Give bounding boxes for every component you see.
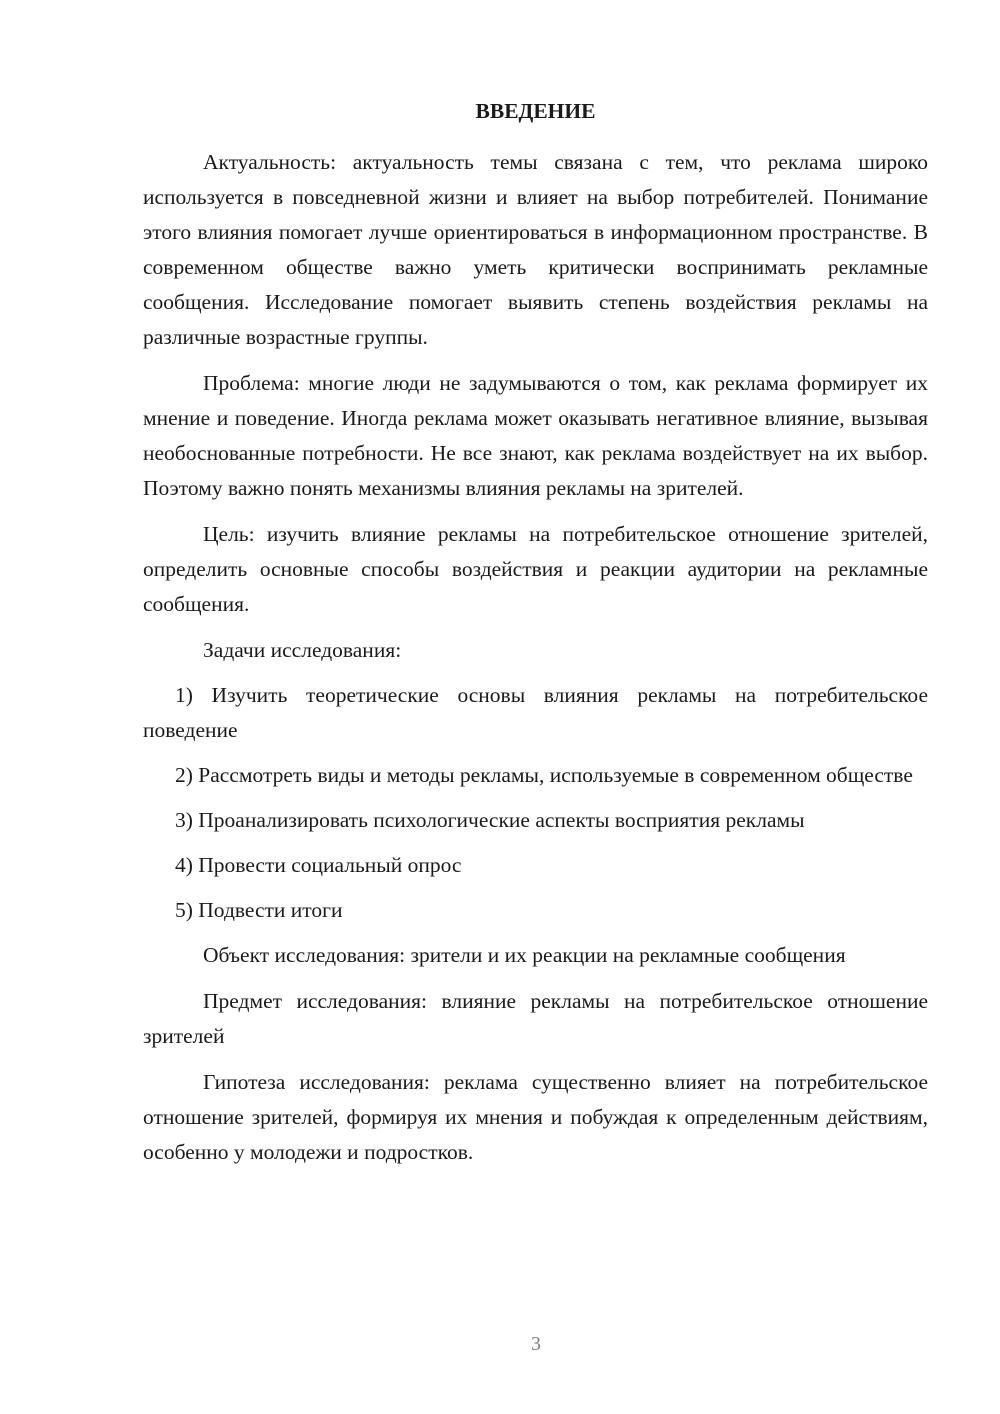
tasks-heading: Задачи исследования: xyxy=(203,638,402,662)
subject-paragraph: Предмет исследования: влияние рекламы на потребительское отношение зрителей xyxy=(143,989,928,1048)
object-paragraph: Объект исследования: зрители и их реакции на рекламные сообщения xyxy=(203,943,846,967)
problem-paragraph: Проблема: многие люди не задумываются о том, как реклама формирует их мнение и поведение. Иногда реклама может оказывать негативное влияние, вызывая необоснованные потребности. Не все знают, как реклама воздействует на их выбор. Поэтому важно понять механизмы влияния рекламы на зрителей. xyxy=(143,371,928,500)
task-item-3: 3) Проанализировать психологические аспекты восприятия рекламы xyxy=(175,808,805,832)
goal-paragraph: Цель: изучить влияние рекламы на потребительское отношение зрителей, определить основные способы воздействия и реакции аудитории на рекламные сообщения. xyxy=(143,522,928,616)
relevance-paragraph: Актуальность: актуальность темы связана с тем, что реклама широко используется в повседневной жизни и влияет на выбор потребителей. Понимание этого влияния помогает лучше ориентироваться в информационном пространстве. В современном обществе важно уметь критически воспринимать рекламные сообщения. Исследование помогает выявить степень воздействия рекламы на различные возрастные группы. xyxy=(143,150,928,349)
document-page xyxy=(143,92,928,1181)
page-number: 3 xyxy=(531,1333,541,1355)
task-item-4: 4) Провести социальный опрос xyxy=(175,853,462,877)
hypothesis-paragraph: Гипотеза исследования: реклама существенно влияет на потребительское отношение зрителей, формируя их мнения и побуждая к определенным действиям, особенно у молодежи и подростков. xyxy=(143,1070,928,1164)
section-title: ВВЕДЕНИЕ xyxy=(475,99,596,123)
task-item-2: 2) Рассмотреть виды и методы рекламы, используемые в современном обществе xyxy=(175,763,913,787)
task-item-1: 1) Изучить теоретические основы влияния рекламы на потребительское поведение xyxy=(143,683,928,742)
task-item-5: 5) Подвести итоги xyxy=(175,898,343,922)
